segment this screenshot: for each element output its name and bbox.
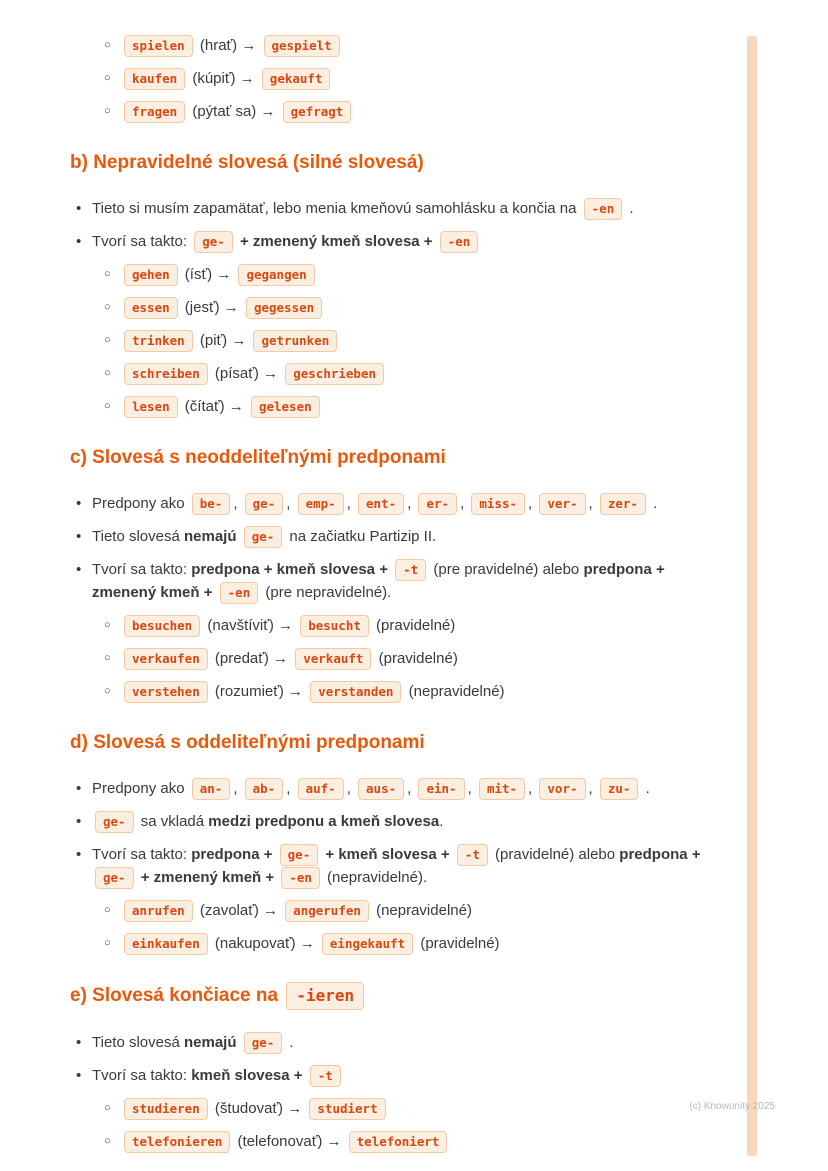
code-badge: -ieren [286, 982, 364, 1010]
list-item [76, 558, 718, 604]
item-text [121, 680, 718, 703]
code-badge: essen [124, 297, 178, 319]
text-run: , [346, 495, 356, 512]
code-badge: zer- [600, 493, 646, 515]
text-run: (piť) → [195, 332, 251, 349]
text-run: (pre pravidelné) alebo [429, 561, 584, 578]
item-text [121, 34, 718, 57]
item-text [121, 362, 718, 385]
code-badge: -t [395, 559, 426, 581]
sub-list-item [104, 932, 718, 955]
code-badge: einkaufen [124, 933, 208, 955]
code-badge: getrunken [253, 330, 337, 352]
bullet-icon: • [76, 1067, 82, 1084]
text-run: (jesť) → [180, 299, 243, 316]
sub-list-item [104, 1097, 718, 1120]
code-badge: studiert [309, 1098, 385, 1120]
text-run: (nakupovať) → [210, 935, 319, 952]
item-text [121, 296, 718, 319]
circle-bullet-icon: ○ [104, 334, 111, 346]
code-badge: an- [192, 778, 231, 800]
code-badge: -en [220, 582, 259, 604]
code-badge: zu- [600, 778, 639, 800]
code-badge: trinken [124, 330, 193, 352]
code-badge: lesen [124, 396, 178, 418]
text-run [237, 1034, 241, 1051]
circle-bullet-icon: ○ [104, 619, 111, 631]
code-badge: ent- [358, 493, 404, 515]
section-heading [70, 150, 718, 176]
code-badge: verstanden [310, 681, 401, 703]
text-run: sa vkladá [136, 813, 209, 830]
sub-list-item [104, 100, 718, 123]
code-badge: miss- [471, 493, 525, 515]
item-text [92, 1064, 718, 1087]
text-run: , [467, 780, 476, 797]
item-text [121, 100, 718, 123]
code-badge: kaufen [124, 68, 185, 90]
code-badge: -en [584, 198, 623, 220]
text-run: Tvorí sa takto: [92, 846, 192, 863]
code-badge: ver- [539, 493, 585, 515]
code-badge: gespielt [264, 35, 340, 57]
list-item [76, 1064, 718, 1087]
circle-bullet-icon: ○ [104, 72, 111, 84]
text-run: (kúpiť) → [188, 70, 259, 87]
sub-list-item [104, 899, 718, 922]
sub-list-item [104, 263, 718, 286]
sub-list-item [104, 67, 718, 90]
text-run: , [286, 495, 295, 512]
section-heading [70, 445, 718, 471]
list-item [76, 843, 718, 889]
circle-bullet-icon: ○ [104, 268, 111, 280]
item-text [121, 263, 718, 286]
sub-list-item [104, 296, 718, 319]
section-heading [70, 982, 718, 1010]
item-text [92, 525, 718, 548]
code-badge: -en [281, 867, 320, 889]
code-badge: gefragt [283, 101, 352, 123]
code-badge: -t [457, 844, 488, 866]
circle-bullet-icon: ○ [104, 685, 111, 697]
bold-text: + zmenený kmeň + [136, 869, 279, 886]
code-badge: gekauft [262, 68, 331, 90]
item-text [121, 899, 718, 922]
code-badge: mit- [479, 778, 525, 800]
text-run: (pre nepravidelné). [261, 584, 392, 601]
text-run: , [588, 495, 597, 512]
item-text [92, 197, 718, 220]
sub-list-item [104, 329, 718, 352]
text-run: (pravidelné) alebo [490, 846, 620, 863]
text-run: (pravidelné) [416, 935, 500, 952]
code-badge: gegangen [238, 264, 314, 286]
item-text [92, 843, 718, 889]
section-heading [70, 730, 718, 756]
code-badge: besucht [300, 615, 369, 637]
text-run: (písať) → [210, 365, 283, 382]
text-run: , [588, 780, 597, 797]
code-badge: be- [192, 493, 231, 515]
item-text [121, 67, 718, 90]
code-badge: besuchen [124, 615, 200, 637]
code-badge: verkaufen [124, 648, 208, 670]
code-badge: ge- [245, 493, 284, 515]
item-text [92, 492, 718, 515]
code-badge: ge- [244, 526, 283, 548]
code-badge: aus- [358, 778, 404, 800]
text-run: (pravidelné) [374, 650, 458, 667]
bold-text: predpona + kmeň slovesa + [191, 561, 393, 578]
text-run: (ísť) → [180, 266, 236, 283]
text-run: Predpony ako [92, 495, 189, 512]
text-run: (študovať) → [210, 1100, 307, 1117]
item-text [92, 810, 718, 833]
text-run: (pýtať sa) → [188, 103, 280, 120]
bold-text: predpona + [619, 846, 701, 863]
bullet-icon: • [76, 813, 82, 830]
item-text [121, 647, 718, 670]
text-run: Tvorí sa takto: [92, 561, 192, 578]
text-run: . [648, 495, 658, 512]
circle-bullet-icon: ○ [104, 1102, 111, 1114]
text-run: b) Nepravidelné slovesá (silné slovesá) [70, 152, 424, 173]
code-badge: -en [440, 231, 479, 253]
item-text [121, 395, 718, 418]
text-run: Tieto slovesá [92, 1034, 184, 1051]
bullet-icon: • [76, 780, 82, 797]
bold-text: + kmeň slovesa + [321, 846, 454, 863]
code-badge: ge- [95, 811, 134, 833]
list-item [76, 197, 718, 220]
text-run: (nepravidelné). [322, 869, 428, 886]
circle-bullet-icon: ○ [104, 400, 111, 412]
text-run: . [285, 1034, 294, 1051]
code-badge: -t [310, 1065, 341, 1087]
bullet-icon: • [76, 846, 82, 863]
item-text [121, 1130, 718, 1153]
circle-bullet-icon: ○ [104, 367, 111, 379]
text-run [237, 528, 241, 545]
text-run: . [439, 813, 444, 830]
code-badge: ge- [280, 844, 319, 866]
text-run: (telefonovať) → [233, 1133, 346, 1150]
code-badge: ge- [194, 231, 233, 253]
item-text [92, 230, 718, 253]
sub-list-item [104, 614, 718, 637]
list-item [76, 777, 718, 800]
right-accent-stripe [747, 36, 757, 1156]
text-run: (pravidelné) [371, 617, 456, 634]
bullet-icon: • [76, 528, 82, 545]
list-item [76, 810, 718, 833]
bold-text: nemajú [184, 1034, 237, 1051]
sub-list-item [104, 34, 718, 57]
code-badge: emp- [298, 493, 344, 515]
bold-text: + zmenený kmeň slovesa + [235, 233, 437, 250]
text-run: c) Slovesá s neoddeliteľnými predponami [70, 447, 446, 468]
text-run: , [528, 780, 537, 797]
text-run: , [286, 780, 295, 797]
bold-text: predpona + [191, 846, 277, 863]
code-badge: angerufen [285, 900, 369, 922]
bullet-icon: • [76, 200, 82, 217]
circle-bullet-icon: ○ [104, 904, 111, 916]
text-run: , [407, 780, 416, 797]
document-content [70, 34, 718, 1163]
text-run: (rozumieť) → [210, 683, 308, 700]
text-run: , [407, 495, 416, 512]
text-run: , [528, 495, 537, 512]
code-badge: telefonieren [124, 1131, 230, 1153]
circle-bullet-icon: ○ [104, 301, 111, 313]
circle-bullet-icon: ○ [104, 39, 111, 51]
sub-list-item [104, 647, 718, 670]
item-text [92, 558, 718, 604]
item-text [92, 1031, 718, 1054]
text-run: (predať) → [210, 650, 293, 667]
circle-bullet-icon: ○ [104, 652, 111, 664]
list-item [76, 1031, 718, 1054]
sub-list-item [104, 362, 718, 385]
code-badge: schreiben [124, 363, 208, 385]
circle-bullet-icon: ○ [104, 1135, 111, 1147]
bullet-icon: • [76, 1034, 82, 1051]
bullet-icon: • [76, 495, 82, 512]
code-badge: studieren [124, 1098, 208, 1120]
text-run: (nepravidelné) [404, 683, 505, 700]
text-run: (navštíviť) → [203, 617, 298, 634]
code-badge: anrufen [124, 900, 193, 922]
code-badge: ge- [244, 1032, 283, 1054]
text-run: , [460, 495, 469, 512]
code-badge: er- [418, 493, 457, 515]
copyright-watermark: (c) Knowunity 2025 [689, 1101, 775, 1112]
text-run: (nepravidelné) [371, 902, 472, 919]
bullet-icon: • [76, 233, 82, 250]
code-badge: telefoniert [349, 1131, 448, 1153]
item-text [92, 777, 718, 800]
circle-bullet-icon: ○ [104, 937, 111, 949]
bullet-icon: • [76, 561, 82, 578]
code-badge: verstehen [124, 681, 208, 703]
code-badge: eingekauft [322, 933, 413, 955]
text-run: na začiatku Partizip II. [285, 528, 437, 545]
text-run: , [233, 780, 242, 797]
sub-list-item [104, 1130, 718, 1153]
text-run: Tieto si musím zapamätať, lebo menia kmeňovú samohlásku a končia na [92, 200, 581, 217]
item-text [121, 614, 718, 637]
circle-bullet-icon: ○ [104, 105, 111, 117]
code-badge: ab- [245, 778, 284, 800]
code-badge: spielen [124, 35, 193, 57]
text-run: . [641, 780, 650, 797]
sub-list-item [104, 680, 718, 703]
text-run: Tvorí sa takto: [92, 1067, 192, 1084]
item-text [121, 329, 718, 352]
code-badge: gelesen [251, 396, 320, 418]
text-run: . [625, 200, 634, 217]
code-badge: geschrieben [285, 363, 384, 385]
list-item [76, 230, 718, 253]
code-badge: vor- [539, 778, 585, 800]
code-badge: gegessen [246, 297, 322, 319]
sub-list-item [104, 395, 718, 418]
text-run: d) Slovesá s oddeliteľnými predponami [70, 732, 425, 753]
list-item [76, 492, 718, 515]
text-run: , [346, 780, 356, 797]
code-badge: auf- [298, 778, 344, 800]
text-run: Tvorí sa takto: [92, 233, 192, 250]
text-run: , [233, 495, 242, 512]
text-run: (zavolať) → [195, 902, 283, 919]
code-badge: verkauft [295, 648, 371, 670]
bold-text: medzi predponu a kmeň slovesa [208, 813, 440, 830]
code-badge: gehen [124, 264, 178, 286]
item-text [121, 1097, 718, 1120]
text-run: (čítať) → [180, 398, 248, 415]
text-run: Tieto slovesá [92, 528, 184, 545]
code-badge: fragen [124, 101, 185, 123]
text-run: (hrať) → [195, 37, 261, 54]
list-item [76, 525, 718, 548]
code-badge: ein- [418, 778, 464, 800]
text-run: Predpony ako [92, 780, 189, 797]
code-badge: ge- [95, 867, 134, 889]
text-run: e) Slovesá končiace na [70, 985, 284, 1006]
bold-text: predpona + zmenený kmeň + [92, 561, 665, 601]
item-text [121, 932, 718, 955]
bold-text: nemajú [184, 528, 237, 545]
bold-text: kmeň slovesa + [191, 1067, 307, 1084]
